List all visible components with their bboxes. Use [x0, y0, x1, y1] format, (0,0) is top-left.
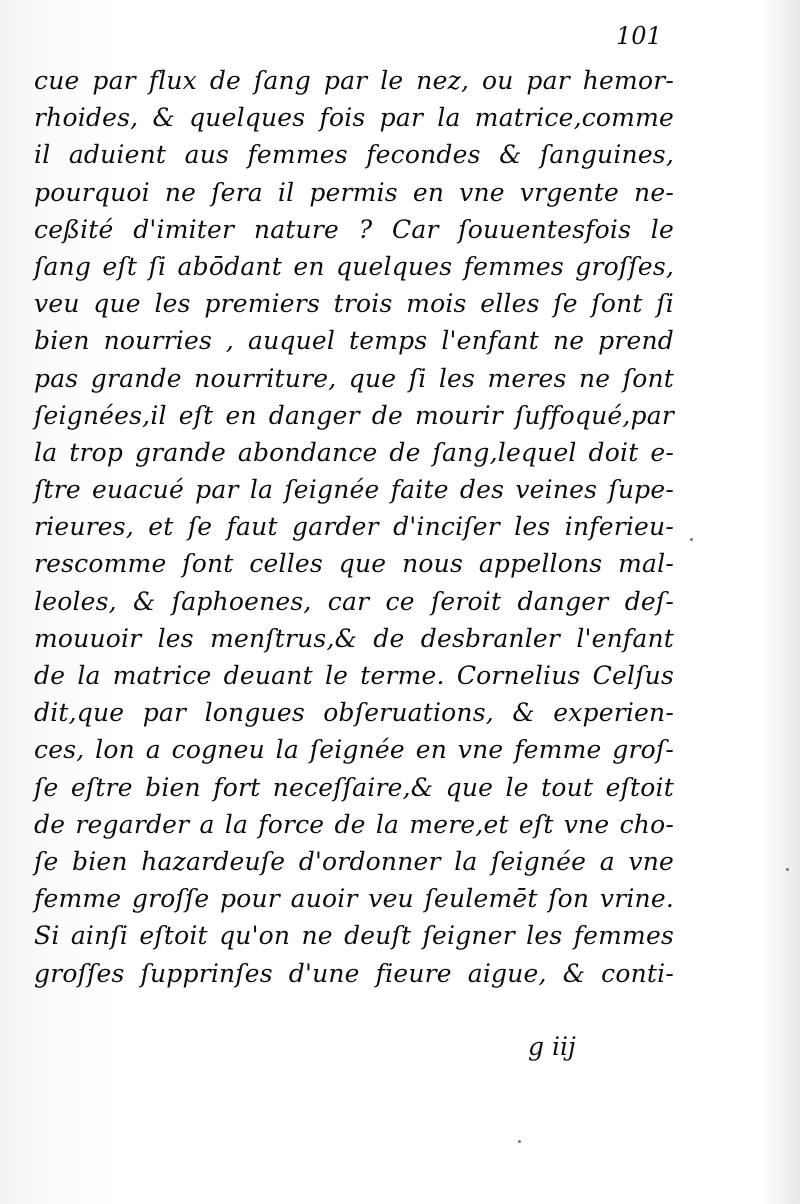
text-line: ſe eſtre bien fort neceſſaire,& que le tout eſtoit	[34, 772, 674, 802]
text-line: pas grande nourriture, que ſi les meres ne ſont	[34, 363, 674, 393]
ink-speck	[518, 1140, 521, 1143]
ink-speck	[786, 868, 789, 871]
text-line: ſe bien hazardeuſe d'ordonner la ſeignée a vne	[34, 846, 674, 876]
text-line: leoles, & ſaphoenes, car ce ſeroit danger deſ-	[34, 586, 674, 616]
text-line: ces, lon a cogneu la ſeignée en vne femme groſ-	[34, 735, 674, 765]
text-line: pourquoi ne ſera il permis en vne vrgente ne-	[34, 177, 674, 207]
text-line: dit,que par longues obſeruations, & experien-	[34, 698, 674, 728]
text-line: rescomme ſont celles que nous appellons mal-	[34, 549, 674, 579]
text-line: veu que les premiers trois mois elles ſe ſont ſi	[34, 289, 674, 319]
text-line: rieures, et ſe faut garder d'inciſer les inferieu-	[34, 512, 674, 542]
page-number: 101	[616, 22, 662, 50]
text-line: ſeignées,il eſt en danger de mourir ſuffoqué,par	[34, 400, 674, 430]
text-line: Si ainſi eſtoit qu'on ne deuſt ſeigner les femmes	[34, 921, 674, 951]
text-line: ceßité d'imiter nature ? Car ſouuentesfois le	[34, 214, 674, 244]
text-line: groſſes ſupprinſes d'une fieure aigue, & conti-	[34, 958, 674, 988]
text-line: ſang eſt ſi abōdant en quelques femmes groſſes,	[34, 251, 674, 281]
text-line: il aduient aus femmes fecondes & ſanguines,	[34, 140, 674, 170]
body-text	[34, 62, 674, 992]
text-line: rhoides, & quelques fois par la matrice,comme	[34, 103, 674, 133]
text-line: bien nourries , auquel temps l'enfant ne prend	[34, 326, 674, 356]
text-line: ſtre euacué par la ſeignée faite des veines ſupe-	[34, 475, 674, 505]
text-line: de la matrice deuant le terme. Cornelius Celſus	[34, 661, 674, 690]
ink-speck	[690, 538, 693, 541]
text-line: de regarder a la force de la mere,et eſt vne cho-	[34, 809, 674, 839]
text-line: mouuoir les menſtrus,& de desbranler l'enfant	[34, 623, 674, 653]
text-line: cue par flux de ſang par le nez, ou par hemor-	[34, 66, 674, 95]
text-line: la trop grande abondance de ſang,lequel doit e-	[34, 437, 674, 467]
text-line: femme groſſe pour auoir veu ſeulemēt ſon vrine.	[34, 884, 674, 914]
signature-mark: g iij	[528, 1032, 576, 1061]
